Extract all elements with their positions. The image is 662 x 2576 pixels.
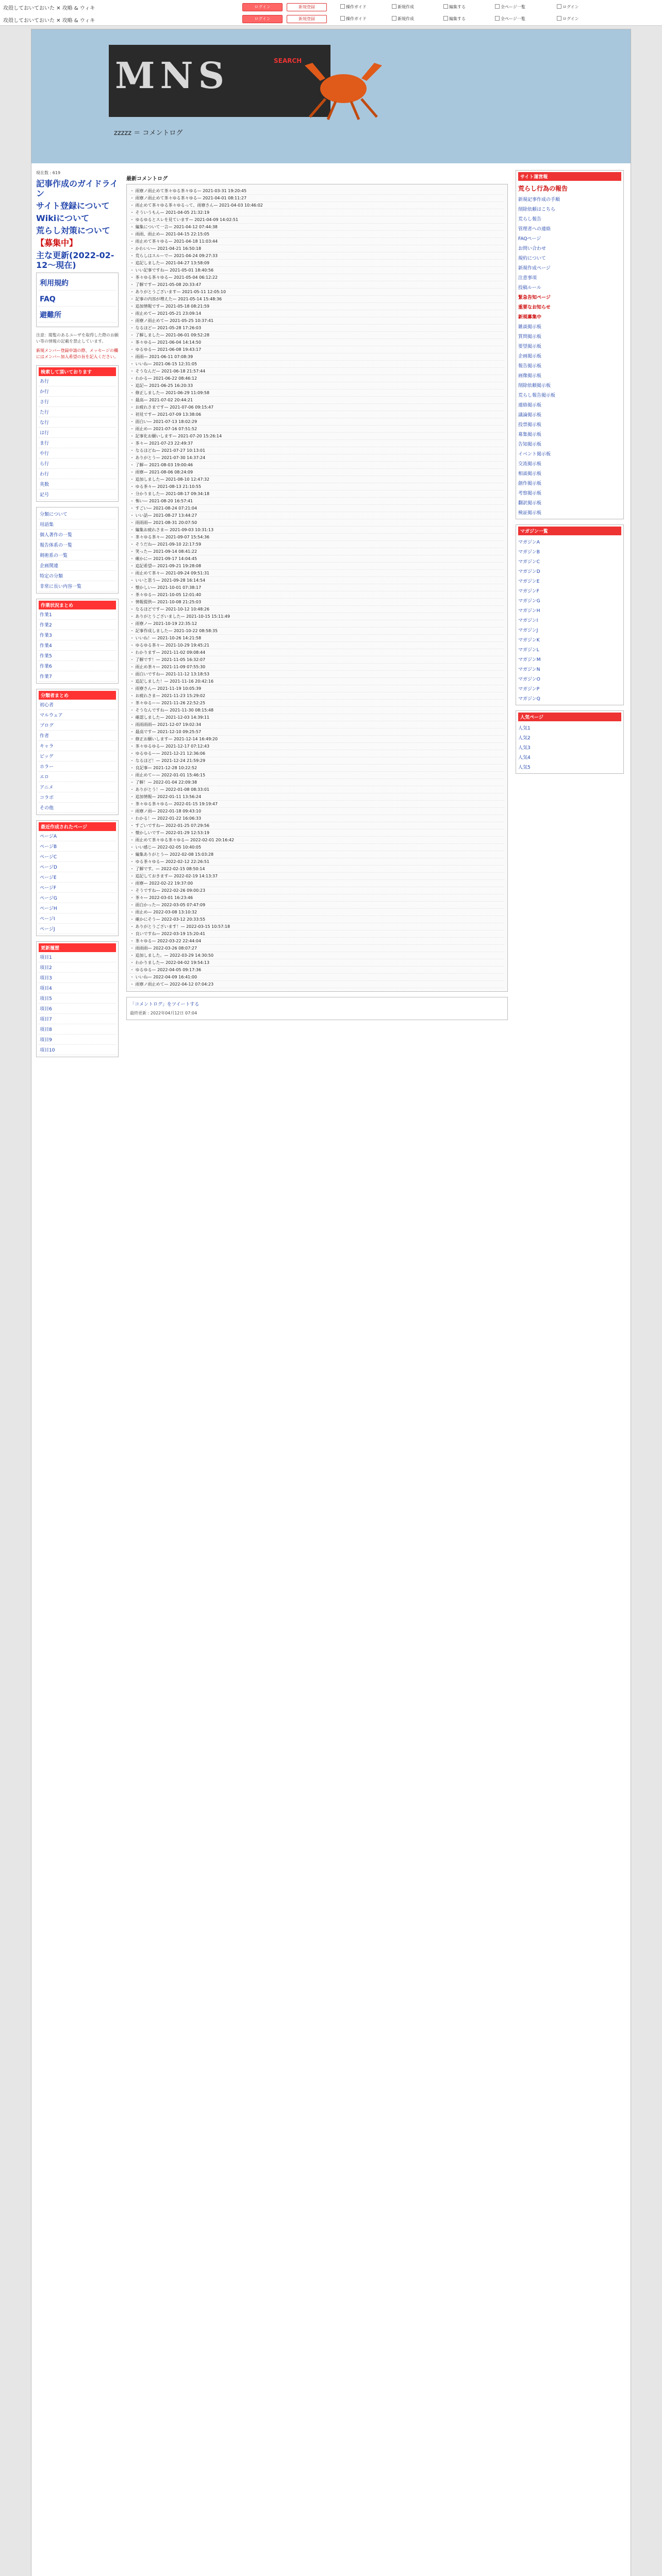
comment-row: ・ 茶々ゆる茶々ゆる— 2021-05-04 06:12:22: [130, 274, 504, 281]
site-info-title: サイト運営報: [518, 172, 621, 181]
nav-item[interactable]: や行: [39, 448, 116, 459]
comment-row: ・ わかりました— 2022-04-02 19:54:13: [130, 959, 504, 967]
board-link[interactable]: 投票掲示板: [518, 422, 542, 428]
search-box-title: 検索して頂いております: [39, 367, 116, 376]
sections-box: [36, 507, 119, 594]
register-button[interactable]: 新規登録: [287, 3, 327, 11]
nav-item[interactable]: 英数: [39, 479, 116, 489]
history-item[interactable]: 項目3: [39, 973, 116, 983]
comment-row: ・ 茶々— 2021-07-23 22:49:37: [130, 440, 504, 447]
site-name-secondary[interactable]: 攻殻しておいておいた ✕ 攻略 & ウィキ: [3, 18, 95, 24]
board-link[interactable]: 翻訳掲示板: [518, 501, 542, 506]
category-item[interactable]: エロ: [39, 772, 116, 782]
site-logo: MNS SEARCH: [109, 45, 330, 117]
recent-pages-box: [36, 820, 119, 936]
hot-link[interactable]: 重要なお知らせ: [518, 305, 551, 310]
popular-link[interactable]: 人気5: [518, 765, 531, 770]
comment-row: ・ なるほど！— 2021-12-24 21:59:29: [130, 757, 504, 765]
comment-row: ・ いい記事ですね— 2021-05-01 18:40:56: [130, 267, 504, 274]
category-item[interactable]: ホラー: [39, 761, 116, 772]
magazine-link[interactable]: マガジンO: [518, 677, 540, 682]
comment-row: ・ わかります— 2021-11-02 09:08:44: [130, 649, 504, 656]
category-item[interactable]: 初心者: [39, 700, 116, 710]
comment-row: ・ お疲れさま— 2021-11-23 15:29:02: [130, 692, 504, 700]
nav-item[interactable]: ら行: [39, 459, 116, 469]
board-link[interactable]: 企画掲示板: [518, 354, 542, 359]
left-sidebar: [36, 170, 119, 1062]
register-button-2[interactable]: 新規登録: [287, 15, 327, 23]
comment-row: ・ 茶々— 2022-03-01 16:23:46: [130, 894, 504, 902]
nav-item[interactable]: は行: [39, 428, 116, 438]
comment-row: ・ 追記しました！— 2021-11-16 20:42:16: [130, 678, 504, 685]
board-link[interactable]: 告知掲示板: [518, 442, 542, 447]
category-item[interactable]: 作者: [39, 731, 116, 741]
comment-row: ・ ゆるゆるとスレを見ています— 2021-04-09 14:02:51: [130, 216, 504, 224]
board-link[interactable]: 質問掲示板: [518, 334, 542, 340]
magazine-link[interactable]: マガジンC: [518, 560, 540, 565]
comment-row: ・ 雨雨、雨止め— 2021-04-15 22:15:05: [130, 231, 504, 238]
board-link[interactable]: 連絡掲示板: [518, 403, 542, 408]
board-link[interactable]: 創作掲示板: [518, 481, 542, 486]
hot-link[interactable]: 新規募集中: [518, 315, 542, 320]
comment-row: ・ 雨止めて茶々ゆる— 2021-04-18 11:03:44: [130, 238, 504, 245]
comment-row: ・ 追記しました— 2021-04-27 13:58:09: [130, 260, 504, 267]
category-item[interactable]: ブログ: [39, 720, 116, 731]
comment-row: ・ そういうもん— 2021-04-05 21:32:19: [130, 209, 504, 216]
popular-box: [516, 710, 624, 774]
comment-row: ・ 良記事— 2021-12-28 10:22:52: [130, 765, 504, 772]
history-item[interactable]: 項目10: [39, 1045, 116, 1055]
comment-row: ・ 編集お疲れさま— 2021-09-03 10:31:13: [130, 527, 504, 534]
tool-new-2[interactable]: 新規作成: [392, 15, 414, 23]
tool-login[interactable]: ログイン: [557, 3, 579, 11]
recruit-link[interactable]: 【募集中】: [36, 238, 78, 248]
list-icon: [495, 16, 500, 21]
info-link[interactable]: FAQページ: [518, 236, 541, 242]
board-link[interactable]: 考察掲示板: [518, 491, 542, 496]
comment-row: ・ 雨雨雨— 2022-03-26 08:07:27: [130, 945, 504, 952]
section-link[interactable]: 剣術系の一覧: [39, 550, 116, 561]
recent-page[interactable]: ページE: [39, 872, 116, 883]
category-item[interactable]: アニメ: [39, 782, 116, 792]
comment-row: ・ 雨止めて茶々ゆる茶々ゆるって、雨寮さん— 2021-04-03 10:46:02: [130, 202, 504, 209]
board-link[interactable]: 相談掲示板: [518, 471, 542, 477]
magazine-link[interactable]: マガジンE: [518, 579, 540, 584]
info-link[interactable]: 規約について: [518, 256, 546, 261]
comment-row: ・ 雨雨— 2021-06-11 07:08:39: [130, 353, 504, 361]
info-link[interactable]: 投稿ルール: [518, 285, 541, 291]
magazine-title: マガジン一覧: [518, 527, 621, 535]
comment-row: ・ すごいですね— 2022-01-25 07:29:56: [130, 822, 504, 829]
nav-item[interactable]: わ行: [39, 469, 116, 479]
history-item[interactable]: 項目8: [39, 1024, 116, 1035]
magazine-link[interactable]: マガジンK: [518, 638, 540, 643]
new-page-icon: [392, 16, 396, 21]
recent-page[interactable]: ページB: [39, 841, 116, 852]
popular-link[interactable]: 人気2: [518, 736, 531, 741]
tool-guide-2[interactable]: 操作ガイド: [340, 15, 367, 23]
comment-row: ・ なるほどね— 2021-07-27 10:13:01: [130, 447, 504, 454]
magazine-link[interactable]: マガジンF: [518, 589, 539, 594]
comment-row: ・ なるほどです— 2021-10-12 10:48:26: [130, 606, 504, 613]
edit-icon: [443, 16, 448, 21]
board-link[interactable]: 削除依頼掲示板: [518, 383, 551, 388]
comment-row: ・ 雨止めて— 2021-05-21 23:09:14: [130, 310, 504, 317]
comment-row: ・ ゆる茶々— 2021-08-13 21:10:55: [130, 483, 504, 490]
login-button-2[interactable]: ログイン: [242, 15, 283, 23]
comment-row: ・ 茶々ゆる茶々ゆる— 2022-01-15 19:19:47: [130, 801, 504, 808]
board-link[interactable]: 画像掲示板: [518, 374, 542, 379]
info-link[interactable]: 注意事項: [518, 276, 537, 281]
comment-row: ・ 了解です！— 2021-11-05 16:32:07: [130, 656, 504, 664]
work-status-title: 作業状況まとめ: [39, 601, 116, 609]
magazine-link[interactable]: マガジンQ: [518, 697, 540, 702]
comment-row: ・ 追加しました— 2021-08-10 12:47:32: [130, 476, 504, 483]
comment-row: ・ 茶々ゆるゆる— 2021-12-17 07:12:43: [130, 743, 504, 750]
comment-row: ・ ゆるゆる— 2021-06-08 19:43:17: [130, 346, 504, 353]
history-title: 更新履歴: [39, 943, 116, 952]
comment-row: ・ 雨寮ノ— 2021-10-19 22:35:12: [130, 620, 504, 628]
work-item[interactable]: 作業7: [39, 671, 116, 682]
category-item[interactable]: マルウェア: [39, 710, 116, 720]
comment-row: ・ 茶々ゆる— 2021-06-04 14:14:50: [130, 339, 504, 346]
comment-row: ・ 了解— 2021-08-03 19:00:46: [130, 462, 504, 469]
info-link[interactable]: 新規記事作成の手順: [518, 197, 560, 202]
comment-row: ・ 記事作成しました— 2021-10-22 08:58:35: [130, 628, 504, 635]
comment-row: ・ 笑った— 2021-09-14 08:41:22: [130, 548, 504, 555]
comment-row: ・ ゆるゆる茶々— 2021-10-29 19:45:21: [130, 642, 504, 649]
comment-row: ・ 追加情報です— 2021-05-18 08:21:59: [130, 303, 504, 310]
magazine-link[interactable]: マガジンP: [518, 687, 540, 692]
history-item[interactable]: 項目6: [39, 1004, 116, 1014]
comment-row: ・ いいと思う— 2021-09-28 16:14:54: [130, 577, 504, 584]
comment-row: ・ 雨止めて茶々ゆる茶々ゆる— 2022-02-01 20:16:42: [130, 837, 504, 844]
nav-item[interactable]: さ行: [39, 397, 116, 407]
info-link[interactable]: 荒らし報告: [518, 217, 542, 222]
recent-page[interactable]: ページG: [39, 893, 116, 903]
comment-row: ・ 面白い— 2021-07-13 18:02:29: [130, 418, 504, 426]
guide-icon: [340, 16, 345, 21]
section-link[interactable]: 分類について: [39, 509, 116, 519]
popular-link[interactable]: 人気3: [518, 745, 531, 751]
magazine-link[interactable]: マガジンB: [518, 550, 540, 555]
comment-row: ・ 茶々ゆる茶々— 2021-09-07 15:54:36: [130, 534, 504, 541]
hot-link[interactable]: 緊急告知ページ: [518, 295, 551, 300]
info-link[interactable]: 削除依頼はこちら: [518, 207, 556, 212]
category-item[interactable]: ビッグ: [39, 751, 116, 761]
board-link[interactable]: 検証掲示板: [518, 511, 542, 516]
edit-icon: [443, 4, 448, 9]
comment-row: ・ 懐かしいです— 2022-01-29 12:53:19: [130, 829, 504, 837]
tweet-link[interactable]: 「コメントログ」をツイートする: [130, 1002, 200, 1007]
magazine-link[interactable]: マガジンN: [518, 667, 540, 672]
work-item[interactable]: 作業3: [39, 630, 116, 640]
comment-row: ・ 雨止めてー— 2022-01-01 15:46:15: [130, 772, 504, 779]
comment-row: ・ 雨寮ノ雨止めて— 2022-04-12 07:04:23: [130, 981, 504, 988]
comment-row: ・ 了解！— 2022-01-04 22:09:38: [130, 779, 504, 786]
comment-row: ・ ゆるゆるー— 2021-12-21 12:36:06: [130, 750, 504, 757]
work-item[interactable]: 作業6: [39, 661, 116, 671]
popular-title: 人気ページ: [518, 713, 621, 721]
comment-row: ・ 雨止め— 2021-07-16 07:51:52: [130, 426, 504, 433]
comment-row: ・ かわいい— 2021-04-21 16:50:18: [130, 245, 504, 252]
history-item[interactable]: 項目2: [39, 962, 116, 973]
board-link[interactable]: 募集掲示板: [518, 432, 542, 437]
category-title: 分類者まとめ: [39, 691, 116, 700]
comment-row: ・ なるほど— 2021-05-28 17:26:03: [130, 325, 504, 332]
comment-row: ・ 雨寮さん— 2021-11-19 10:05:39: [130, 685, 504, 692]
recent-page[interactable]: ページF: [39, 883, 116, 893]
faq-link[interactable]: FAQ: [39, 293, 116, 307]
comment-row: ・ 修正しました— 2021-06-29 11:09:58: [130, 389, 504, 397]
visitor-count: 現在数 : 619: [36, 171, 61, 175]
site-register-link[interactable]: サイト登録について: [36, 201, 110, 211]
crab-illustration: [300, 50, 387, 122]
board-link[interactable]: 報告掲示板: [518, 364, 542, 369]
comment-row: ・ 了解です— 2021-05-08 20:33:47: [130, 281, 504, 289]
comment-row: ・ 了解しました— 2021-06-01 09:52:28: [130, 332, 504, 339]
recent-page[interactable]: ページA: [39, 831, 116, 841]
magazine-link[interactable]: マガジンH: [518, 608, 540, 614]
comment-row: ・ わかる— 2021-06-22 08:46:12: [130, 375, 504, 382]
nav-item[interactable]: ま行: [39, 438, 116, 448]
popular-link[interactable]: 人気4: [518, 755, 531, 760]
category-item[interactable]: キャラ: [39, 741, 116, 751]
comment-row: ・ そうですね— 2022-02-26 09:00:23: [130, 887, 504, 894]
popular-link[interactable]: 人気1: [518, 726, 531, 731]
comment-row: ・ 怖い— 2021-08-20 16:57:41: [130, 498, 504, 505]
history-item[interactable]: 項目7: [39, 1014, 116, 1024]
comment-row: ・ ありがとうございます！— 2022-03-15 10:57:18: [130, 923, 504, 930]
section-link[interactable]: 非常に長い内容一覧: [39, 581, 116, 591]
history-item[interactable]: 項目9: [39, 1035, 116, 1045]
comment-row: ・ 懐かしい— 2021-10-01 07:38:17: [130, 584, 504, 591]
recent-page[interactable]: ページH: [39, 903, 116, 913]
comment-row: ・ 雨雨雨— 2021-08-31 20:07:50: [130, 519, 504, 527]
menu-box: [36, 273, 119, 327]
comment-row: ・ そうなんだ— 2021-06-18 21:57:44: [130, 368, 504, 375]
comment-row: ・ いいね— 2021-06-15 12:31:05: [130, 361, 504, 368]
comment-row: ・ 雨止め茶々— 2021-11-09 07:55:30: [130, 664, 504, 671]
guide-icon: [340, 4, 345, 9]
comment-row: ・ いい感じ— 2022-02-05 10:40:05: [130, 844, 504, 851]
right-sidebar: [516, 170, 624, 779]
comment-row: ・ 了解です。— 2022-02-15 08:50:14: [130, 866, 504, 873]
tool-all-pages-2[interactable]: 全ページ一覧: [495, 15, 525, 23]
board-link[interactable]: イベント掲示板: [518, 452, 551, 457]
user-icon: [557, 4, 561, 9]
magazine-link[interactable]: マガジンA: [518, 540, 540, 545]
top-bar: [0, 0, 662, 26]
comment-row: ・ 編集について一言— 2021-04-12 07:44:38: [130, 224, 504, 231]
board-link[interactable]: 議論掲示板: [518, 413, 542, 418]
category-item[interactable]: その他: [39, 803, 116, 813]
guideline-link[interactable]: 記事作成のガイドライン: [36, 179, 119, 198]
notice-text-2: 新規メンバー登録申請の際、メッセージの欄にはメンバー加入希望の旨を記入ください。: [36, 348, 119, 359]
comment-row: ・ 確かに— 2021-09-17 14:04:45: [130, 555, 504, 563]
wiki-about-link[interactable]: Wikiについて: [36, 213, 89, 223]
info-link[interactable]: 管理者への連絡: [518, 227, 551, 232]
terms-link[interactable]: 利用規約: [39, 277, 116, 291]
magazine-link[interactable]: マガジンG: [518, 599, 540, 604]
anti-vandal-link[interactable]: 荒らし対策について: [36, 226, 110, 235]
recent-pages-title: 最近作成されたページ: [39, 822, 116, 831]
nav-item[interactable]: な行: [39, 417, 116, 428]
tool-edit[interactable]: 編集する: [443, 3, 466, 11]
magazine-link[interactable]: マガジンD: [518, 569, 540, 574]
comment-row: ・ 追加情報— 2022-01-11 13:56:24: [130, 793, 504, 801]
info-link[interactable]: お問い合わせ: [518, 246, 547, 251]
history-item[interactable]: 項目1: [39, 952, 116, 962]
comment-row: ・ 茶々ゆる— 2021-10-05 12:01:40: [130, 591, 504, 599]
board-link[interactable]: 荒らし報告掲示板: [518, 393, 556, 398]
refuge-link[interactable]: 避難所: [39, 309, 116, 323]
comment-row: ・ 記事化お願いします— 2021-07-20 15:26:14: [130, 433, 504, 440]
comment-row: ・ 茶々ゆるー— 2021-11-26 22:52:25: [130, 700, 504, 707]
tool-new[interactable]: 新規作成: [392, 3, 414, 11]
page-heading: zzzzz ＝ コメントログ: [114, 129, 183, 137]
comment-row: ・ ありがとう— 2021-07-30 14:37:24: [130, 454, 504, 462]
comment-row: ・ 雨雨雨雨— 2021-12-07 19:02:34: [130, 721, 504, 728]
history-box: [36, 941, 119, 1057]
comment-row: ・ 編集ありがとう— 2022-02-08 15:03:28: [130, 851, 504, 858]
comment-row: ・ ありがとう！— 2022-01-08 08:33:01: [130, 786, 504, 793]
work-item[interactable]: 作業5: [39, 651, 116, 661]
tool-all-pages[interactable]: 全ページ一覧: [495, 3, 525, 11]
work-item[interactable]: 作業1: [39, 609, 116, 620]
comment-row: ・ いいね— 2022-04-09 16:41:00: [130, 974, 504, 981]
comment-row: ・ 雨寮— 2022-02-22 19:37:00: [130, 880, 504, 887]
comment-row: ・ 雨寮ノ雨止めて茶々ゆる茶々ゆる— 2021-04-01 08:11:27: [130, 195, 504, 202]
comment-row: ・ ゆるゆる— 2022-04-05 09:17:36: [130, 967, 504, 974]
comment-row: ・ 追加しました。— 2022-03-29 14:30:50: [130, 952, 504, 959]
work-item[interactable]: 作業4: [39, 640, 116, 651]
comment-row: ・ 雨寮— 2021-08-06 08:24:09: [130, 469, 504, 476]
notice-text: 注意：閲覧のあるユーザを取得した際のお願い等の情報の記載を禁止しています。: [36, 333, 119, 344]
board-link[interactable]: 交流掲示板: [518, 462, 542, 467]
site-name[interactable]: 攻殻しておいておいた ✕ 攻略 & ウィキ: [3, 6, 95, 11]
magazine-box: [516, 524, 624, 705]
site-info-box: [516, 170, 624, 519]
comment-row: ・ 雨止めて茶々— 2021-09-24 09:51:31: [130, 570, 504, 577]
comment-row: ・ ありがとうございます— 2021-05-11 12:05:10: [130, 289, 504, 296]
comment-row: ・ いい話— 2021-08-27 13:44:27: [130, 512, 504, 519]
comment-row: ・ 雨寮ノ雨— 2022-01-18 09:43:10: [130, 808, 504, 815]
comment-row: ・ 雨寮ノ雨止めて— 2021-05-25 10:37:41: [130, 317, 504, 325]
last-updated: 最終更新 : 2022年04月12日 07:04: [130, 1011, 197, 1015]
magazine-link[interactable]: マガジンL: [518, 648, 539, 653]
tweet-box: [126, 997, 508, 1020]
section-link[interactable]: 報告体系の一覧: [39, 540, 116, 550]
comment-row: ・ 良いですね— 2022-03-19 15:20:41: [130, 930, 504, 938]
list-icon: [495, 4, 500, 9]
comment-row: ・ わかる！— 2022-01-22 16:06:33: [130, 815, 504, 822]
main-content: [126, 170, 508, 1020]
history-item[interactable]: 項目5: [39, 993, 116, 1004]
magazine-link[interactable]: マガジンJ: [518, 628, 538, 633]
comment-row: ・ 追記しておきます— 2022-02-19 14:13:37: [130, 873, 504, 880]
category-item[interactable]: コラボ: [39, 792, 116, 803]
vandal-report-link[interactable]: 荒らし行為の報告: [518, 185, 568, 192]
updates-link[interactable]: 主な更新(2022-02-12～現在): [36, 250, 114, 270]
magazine-link[interactable]: マガジンI: [518, 618, 538, 623]
comment-row: ・ 追記希望— 2021-09-21 19:28:08: [130, 563, 504, 570]
comment-row: ・ 確かにそう— 2022-03-12 20:33:55: [130, 916, 504, 923]
comment-row: ・ 確認しました— 2021-12-03 14:39:11: [130, 714, 504, 721]
comment-row: ・ 分かりました— 2021-08-17 09:34:18: [130, 490, 504, 498]
comment-row: ・ 茶々ゆる— 2022-03-22 22:44:04: [130, 938, 504, 945]
site-banner[interactable]: [31, 29, 631, 163]
comment-row: ・ いいね！— 2021-10-26 14:21:58: [130, 635, 504, 642]
section-link[interactable]: 特定の分類: [39, 571, 116, 581]
board-link[interactable]: 雑談掲示板: [518, 325, 542, 330]
comment-row: ・ 雨寮ノ雨止めて茶々ゆる茶々ゆる— 2021-03-31 19:20:45: [130, 188, 504, 195]
nav-item[interactable]: あ行: [39, 376, 116, 386]
tool-edit-2[interactable]: 編集する: [443, 15, 466, 23]
tool-guide[interactable]: 操作ガイド: [340, 3, 367, 11]
comment-row: ・ 雨止め— 2022-03-08 13:10:32: [130, 909, 504, 916]
comment-row: ・ すごい— 2021-08-24 07:21:04: [130, 505, 504, 512]
nav-item[interactable]: か行: [39, 386, 116, 397]
comment-row: ・ 情報提供— 2021-10-08 21:25:03: [130, 599, 504, 606]
comment-row: ・ 荒らしはスルーで— 2021-04-24 09:27:33: [130, 252, 504, 260]
comment-row: ・ ありがとうございました— 2021-10-15 15:11:49: [130, 613, 504, 620]
section-link[interactable]: 個人著作の一覧: [39, 530, 116, 540]
comment-log-title: 最新コメントログ: [126, 176, 168, 182]
comment-row: ・ 面白かった— 2022-03-05 07:47:09: [130, 902, 504, 909]
board-link[interactable]: 要望掲示板: [518, 344, 542, 349]
recent-page[interactable]: ページJ: [39, 924, 116, 934]
comment-row: ・ お疲れさまです— 2021-07-06 09:15:47: [130, 404, 504, 411]
nav-item[interactable]: た行: [39, 407, 116, 417]
comment-row: ・ 修正お願いします— 2021-12-14 16:49:20: [130, 736, 504, 743]
section-link[interactable]: 企画関連: [39, 561, 116, 571]
work-item[interactable]: 作業2: [39, 620, 116, 630]
recent-page[interactable]: ページC: [39, 852, 116, 862]
comment-row: ・ 記事の内容が増えた— 2021-05-14 15:48:36: [130, 296, 504, 303]
user-icon: [557, 16, 561, 21]
tool-login-2[interactable]: ログイン: [557, 15, 579, 23]
magazine-link[interactable]: マガジンM: [518, 657, 541, 663]
comment-row: ・ 面白いですね— 2021-11-12 13:18:53: [130, 671, 504, 678]
history-item[interactable]: 項目4: [39, 983, 116, 993]
comment-row: ・ 最高— 2021-07-02 20:44:21: [130, 397, 504, 404]
nav-item[interactable]: 記号: [39, 489, 116, 500]
info-link[interactable]: 新規作成ページ: [518, 266, 551, 271]
comment-row: ・ そうだね— 2021-09-10 22:17:59: [130, 541, 504, 548]
recent-page[interactable]: ページD: [39, 862, 116, 872]
comment-row: ・ ゆる茶々ゆる— 2022-02-12 22:26:51: [130, 858, 504, 866]
comment-row: ・ 初見です— 2021-07-09 13:38:06: [130, 411, 504, 418]
comment-row: ・ そうなんですね— 2021-11-30 08:15:48: [130, 707, 504, 714]
recent-page[interactable]: ページI: [39, 913, 116, 924]
new-page-icon: [392, 4, 396, 9]
section-link[interactable]: 用語集: [39, 519, 116, 530]
category-box: [36, 689, 119, 815]
comment-row: ・ 追記— 2021-06-25 16:20:33: [130, 382, 504, 389]
search-box: [36, 365, 119, 502]
login-button[interactable]: ログイン: [242, 3, 283, 11]
comment-log-list: [126, 184, 508, 992]
comment-row: ・ 最高です— 2021-12-10 09:25:57: [130, 728, 504, 736]
work-status-box: [36, 599, 119, 684]
